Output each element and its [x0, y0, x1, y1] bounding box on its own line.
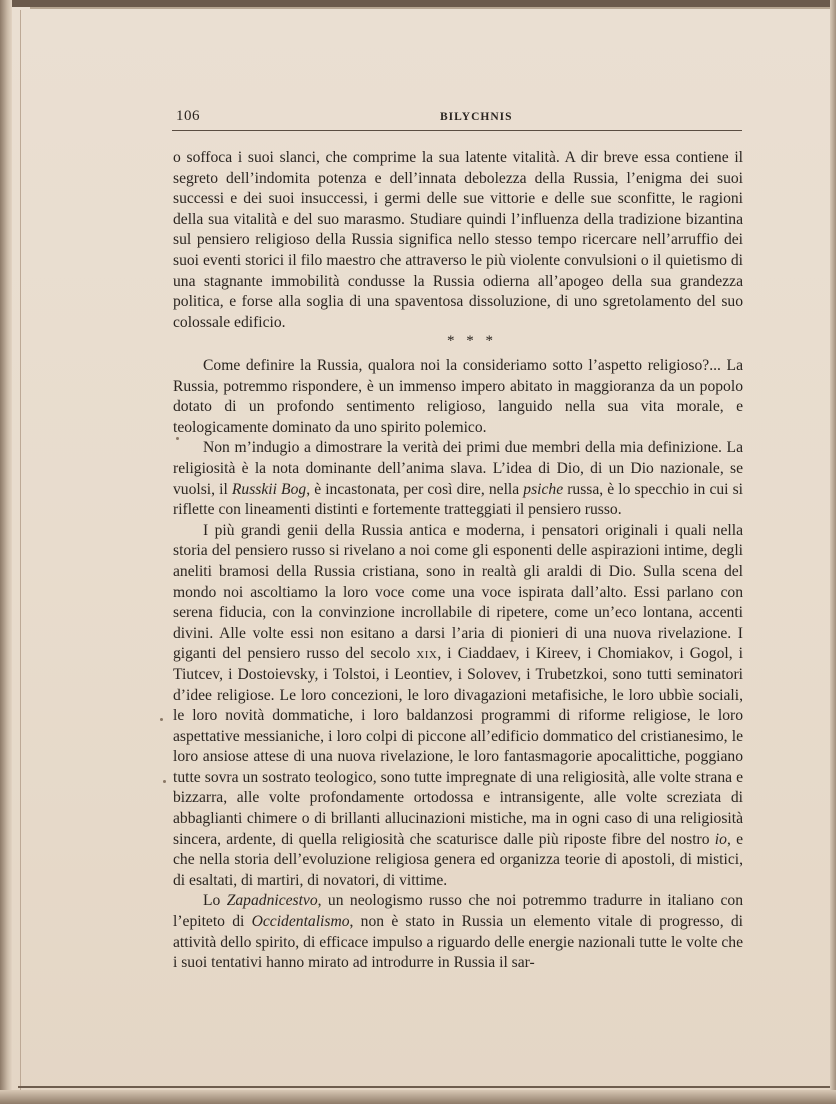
page-left-fold	[20, 10, 21, 1090]
paragraph-text: , i Ciaddaev, i Kireev, i Chomiakov, i Gogol, i Tiutcev, i Dostoievsky, i Tolstoi, i Leontiev, i Solovev, i Trubetzkoi, sono tutti seminatori d’idee religiose. Le loro concezioni, le loro divagazioni metafisiche, le loro ubbìe sociali, le loro novità dommatiche, i loro baldanzosi programmi di riforme religiose, le loro aspettative messianiche, i loro colpi di piccone all’edificio dommatico del cristianesimo, le loro ansiose attese di una nuova rivelazione, le loro fantasmagorie apocalittiche, poggiano tutte sovra un sostrato teologico, sono tutte impregnate di una religiosità, alle volte strana e bizzarra, alle volte profondamente ortodossa e intransigente, alle volte screziata di abbaglianti chimere o di brillanti allucinazioni mistiche, ma in ogni caso di una religiosità sincera, ardente, di quella religiosità che scaturisce dalle più riposte fibre del nostro	[173, 645, 743, 848]
section-break: * * *	[447, 333, 497, 349]
page-bottom-line	[18, 1086, 830, 1088]
page-top-shadow	[30, 7, 836, 9]
page-right-edge	[830, 0, 836, 1104]
century-numeral: xix	[416, 645, 438, 663]
paragraph-text: , e che nella storia dell’evoluzione religiosa genera ed organizza teorie di apostoli, di mistici, di esaltati, di martiri, di novatori, di vittime.	[173, 830, 743, 889]
header-rule	[172, 130, 742, 131]
running-header	[172, 108, 742, 130]
paragraph-continuation: o soffoca i suoi slanci, che comprime la sua latente vitalità. A dir breve essa contiene il segreto dell’indomita potenza e dell’innata debolezza della Russia, l’enigma dei suoi successi e dei suoi insuccessi, i germi delle sue vittorie e delle sue sconfitte, le ragioni della sua vitalità e del suo marasmo. Studiare quindi l’influenza della tradizione bizantina sul pensiero religioso della Russia significa nello stesso tempo ricercare nell’arruffio dei suoi eventi storici il filo maestro che attraverso le più violente convulsioni o il quietismo di una stagnante immobilità condusse la Russia odierna all’apogeo della sua grandezza politica, e forse alla soglia di una spaventosa dissoluzione, di uno sgretolamento del suo colossale edificio.	[173, 149, 743, 331]
paragraph-thinkers	[173, 521, 743, 892]
paragraph-text: Non m’indugio a dimostrare la verità dei primi due membri della mia definizione. La religiosità è la nota dominante dell’anima slava. L’idea di Dio, di un Dio nazionale, se vuolsi, il	[173, 439, 743, 498]
page-number: 106	[176, 108, 200, 124]
ink-speck	[163, 780, 166, 783]
italic-term: Russkii Bog	[231, 480, 307, 498]
page-left-edge	[0, 0, 12, 1104]
ink-speck	[160, 718, 163, 721]
italic-term: psiche	[523, 480, 564, 498]
paragraph-text: Lo	[203, 892, 227, 910]
page-bottom-edge	[0, 1090, 836, 1104]
paragraph-text: , è incastonata, per così dire, nella	[306, 480, 524, 498]
paragraph-text: , non è stato in Russia un elemento vitale di progresso, di attività dello spirito, di efficace impulso a riguardo delle energie nazionali tutte le volte che i suoi tentativi hanno mirato ad introdurre in Russia il sar-	[173, 913, 743, 972]
italic-term: Occidentalismo	[251, 913, 350, 931]
paragraph-text: russa, è lo specchio in cui si riflette con lineamenti distinti e fortemente tratteggiati il pensiero russo.	[173, 480, 744, 519]
text-block-lower	[173, 356, 743, 974]
ink-speck	[176, 437, 179, 440]
paragraph-occidentalism	[173, 891, 743, 973]
text-block-upper	[173, 148, 743, 333]
running-title: BILYCHNIS	[440, 111, 513, 123]
paragraph-definition: Come definire la Russia, qualora noi la consideriamo sotto l’aspetto religioso?... La Russia, potremmo rispondere, è un immenso impero abitato in maggioranza da un popolo dotato di un profondo sentimento religioso, languido nella sua vita morale, e teologicamente dominato da uno spirito polemico.	[173, 357, 743, 436]
italic-term: Zapadnicestvo	[226, 892, 318, 910]
paragraph-text: I più grandi genii della Russia antica e moderna, i pensatori originali i quali nella storia del pensiero russo si rivelano a noi come gli esponenti delle aspirazioni intime, degli aneliti bramosi della Russia cristiana, sono in realtà gli araldi di Dio. Sulla scena del mondo noi ascoltiamo la loro voce come una voce ispirata dall’alto. Essi parlano con serena fiducia, con la convinzione incrollabile di ripetere, come un’eco lontana, accenti divini. Alle volte essi non esitano a darsi l’aria di pionieri di una nuova rivelazione. I giganti del pensiero russo del secolo	[173, 521, 743, 663]
page-top-edge	[0, 0, 836, 7]
paragraph-text: , un neologismo russo che noi potremmo tradurre in italiano con l’epiteto di	[173, 892, 743, 931]
paragraph-religiosity	[173, 438, 743, 520]
italic-term: io	[714, 830, 727, 848]
